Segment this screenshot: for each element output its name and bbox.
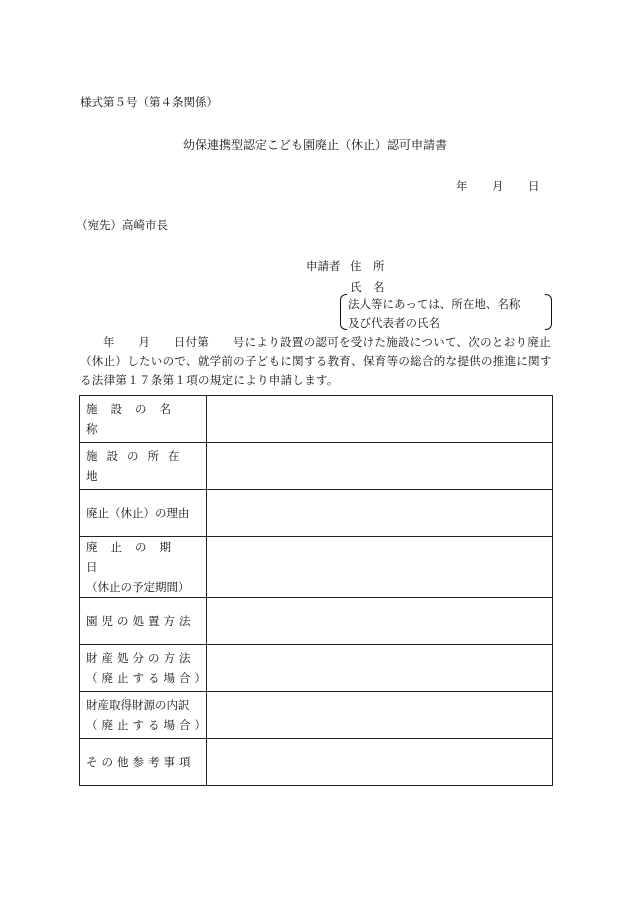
date-month: 月 — [492, 179, 504, 193]
applicant-label: 申請者 — [306, 259, 341, 273]
funding-breakdown-field[interactable] — [207, 692, 553, 739]
table-row — [80, 645, 553, 692]
row-label — [80, 537, 207, 598]
row-label-text: 財産処分の方法 — [86, 651, 195, 665]
row-label-subtext: （廃止する場合） — [86, 671, 210, 685]
other-notes-field[interactable] — [207, 739, 553, 786]
row-label-subtext: （廃止する場合） — [86, 718, 210, 732]
table-row — [80, 739, 553, 786]
table-row — [80, 692, 553, 739]
children-disposition-field[interactable] — [207, 598, 553, 645]
row-label-text: 施設の所在地 — [86, 449, 189, 483]
reason-field[interactable] — [207, 490, 553, 537]
property-disposal-field[interactable] — [207, 645, 553, 692]
row-label-text: その他参考事項 — [86, 755, 195, 769]
row-label-text: 廃止の期日 — [86, 540, 184, 574]
row-label — [80, 598, 207, 645]
table-row — [80, 537, 553, 598]
corporation-note-line-2: 及び代表者の氏名 — [348, 316, 440, 330]
facility-name-field[interactable] — [207, 396, 553, 443]
table-row — [80, 490, 553, 537]
bracket-left — [340, 294, 347, 330]
name-label: 氏 名 — [350, 280, 385, 294]
corporation-note-line-1: 法人等にあっては、所在地、名称 — [348, 297, 521, 311]
row-label-text: 廃止（休止）の理由 — [86, 506, 190, 520]
row-label — [80, 692, 210, 739]
date-year: 年 — [456, 179, 468, 193]
document-title: 幼保連携型認定こども園廃止（休止）認可申請書 — [182, 138, 447, 152]
row-label — [80, 490, 207, 537]
row-label-text: 施設の名称 — [86, 402, 184, 436]
closure-date-field[interactable] — [207, 537, 553, 598]
table-row — [80, 598, 553, 645]
row-label — [80, 443, 207, 490]
addressee: （宛先）高崎市長 — [76, 218, 168, 232]
row-label-subtext: （休止の予定期間） — [86, 580, 190, 594]
facility-address-field[interactable] — [207, 443, 553, 490]
form-number: 様式第５号（第４条関係） — [80, 95, 218, 109]
date-day: 日 — [528, 179, 540, 193]
row-label — [80, 396, 207, 443]
row-label-text: 財産取得財源の内訳 — [86, 698, 190, 712]
table-row — [80, 396, 553, 443]
row-label-text: 園児の処置方法 — [86, 614, 195, 628]
row-label — [80, 645, 210, 692]
application-table — [79, 395, 553, 786]
corporation-note — [340, 293, 552, 331]
bracket-right — [545, 294, 552, 330]
address-label: 住 所 — [350, 259, 385, 273]
table-row — [80, 443, 553, 490]
row-label — [80, 739, 207, 786]
application-statement: 年 月 日付第 号により設置の認可を受けた施設について、次のとおり廃止（休止）したいので、就学前の子どもに関する教育、保育等の総合的な提供の推進に関する法律第１７条第１項の規定により申請します。 — [80, 335, 552, 387]
